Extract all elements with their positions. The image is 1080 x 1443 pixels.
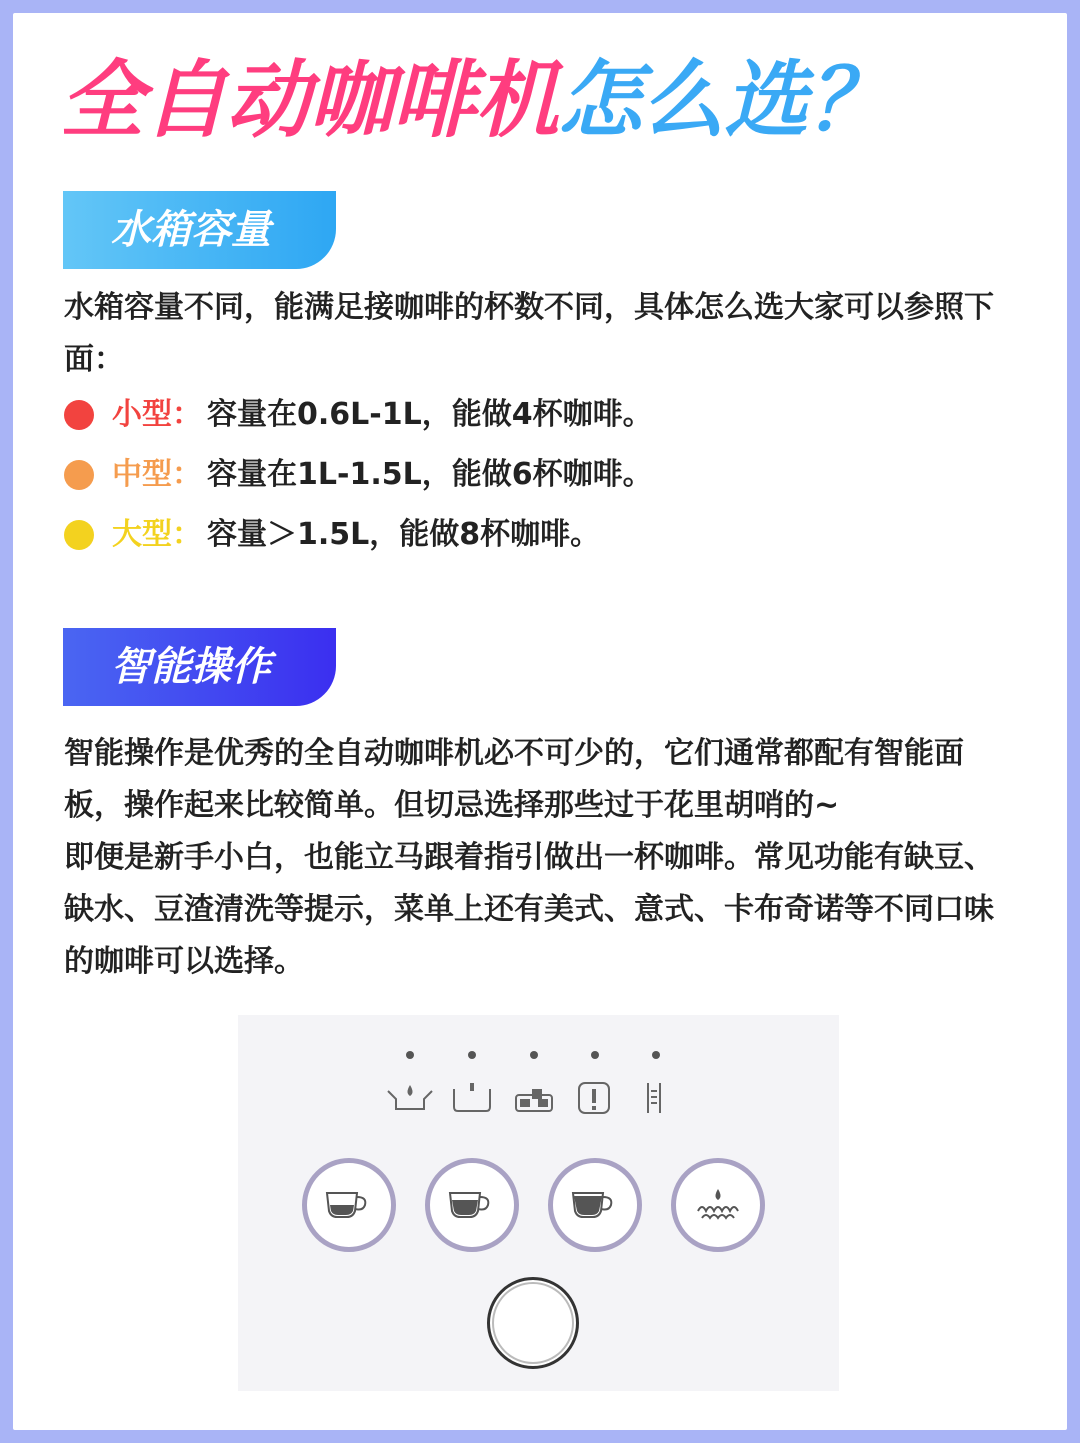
cup-low-icon	[448, 1077, 496, 1117]
alert-icon	[571, 1077, 619, 1117]
item-label: 中型：	[112, 457, 202, 492]
item-text: 容量在0.6L-1L，能做4杯咖啡。	[207, 397, 653, 432]
level-icon	[632, 1077, 680, 1117]
steam-button[interactable]	[671, 1158, 765, 1252]
control-panel-image	[238, 1015, 839, 1391]
water-drop-icon	[386, 1077, 434, 1117]
page-title	[60, 50, 890, 150]
indicator-led	[530, 1051, 538, 1059]
item-label: 小型：	[112, 397, 202, 432]
small-cup-icon	[323, 1185, 375, 1225]
indicator-led	[406, 1051, 414, 1059]
smart-operation-para-1: 智能操作是优秀的全自动咖啡机必不可少的，它们通常都配有智能面板，操作起来比较简单。但切忌选择那些过于花里胡哨的~	[64, 736, 964, 823]
large-cup-button[interactable]	[548, 1158, 642, 1252]
yellow-dot-icon	[64, 520, 94, 550]
red-dot-icon	[64, 400, 94, 430]
orange-dot-icon	[64, 460, 94, 490]
item-text: 容量＞1.5L，能做8杯咖啡。	[207, 517, 601, 552]
indicator-led	[591, 1051, 599, 1059]
title-part-1: 全自动咖啡机	[60, 51, 559, 149]
indicator-row	[238, 1047, 839, 1127]
power-button[interactable]	[487, 1277, 579, 1369]
smart-operation-para-2: 即便是新手小白，也能立马跟着指引做出一杯咖啡。常见功能有缺豆、缺水、豆渣清洗等提示，菜单上还有美式、意式、卡布奇诺等不同口味的咖啡可以选择。	[64, 840, 994, 979]
medium-cup-button[interactable]	[425, 1158, 519, 1252]
water-tank-intro: 水箱容量不同，能满足接咖啡的杯数不同，具体怎么选大家可以参照下面：	[64, 290, 994, 377]
item-label: 大型：	[112, 517, 202, 552]
item-text: 容量在1L-1.5L，能做6杯咖啡。	[207, 457, 653, 492]
grounds-container-icon	[510, 1077, 558, 1117]
section-tag-smart-operation: 智能操作	[63, 628, 336, 706]
steam-icon	[692, 1185, 744, 1225]
small-cup-button[interactable]	[302, 1158, 396, 1252]
section-tag-water-tank: 水箱容量	[63, 191, 336, 269]
smart-operation-text	[64, 728, 1014, 988]
indicator-led	[468, 1051, 476, 1059]
large-cup-icon	[569, 1185, 621, 1225]
title-part-2: 怎么选？	[558, 51, 891, 149]
medium-cup-icon	[446, 1185, 498, 1225]
indicator-led	[652, 1051, 660, 1059]
